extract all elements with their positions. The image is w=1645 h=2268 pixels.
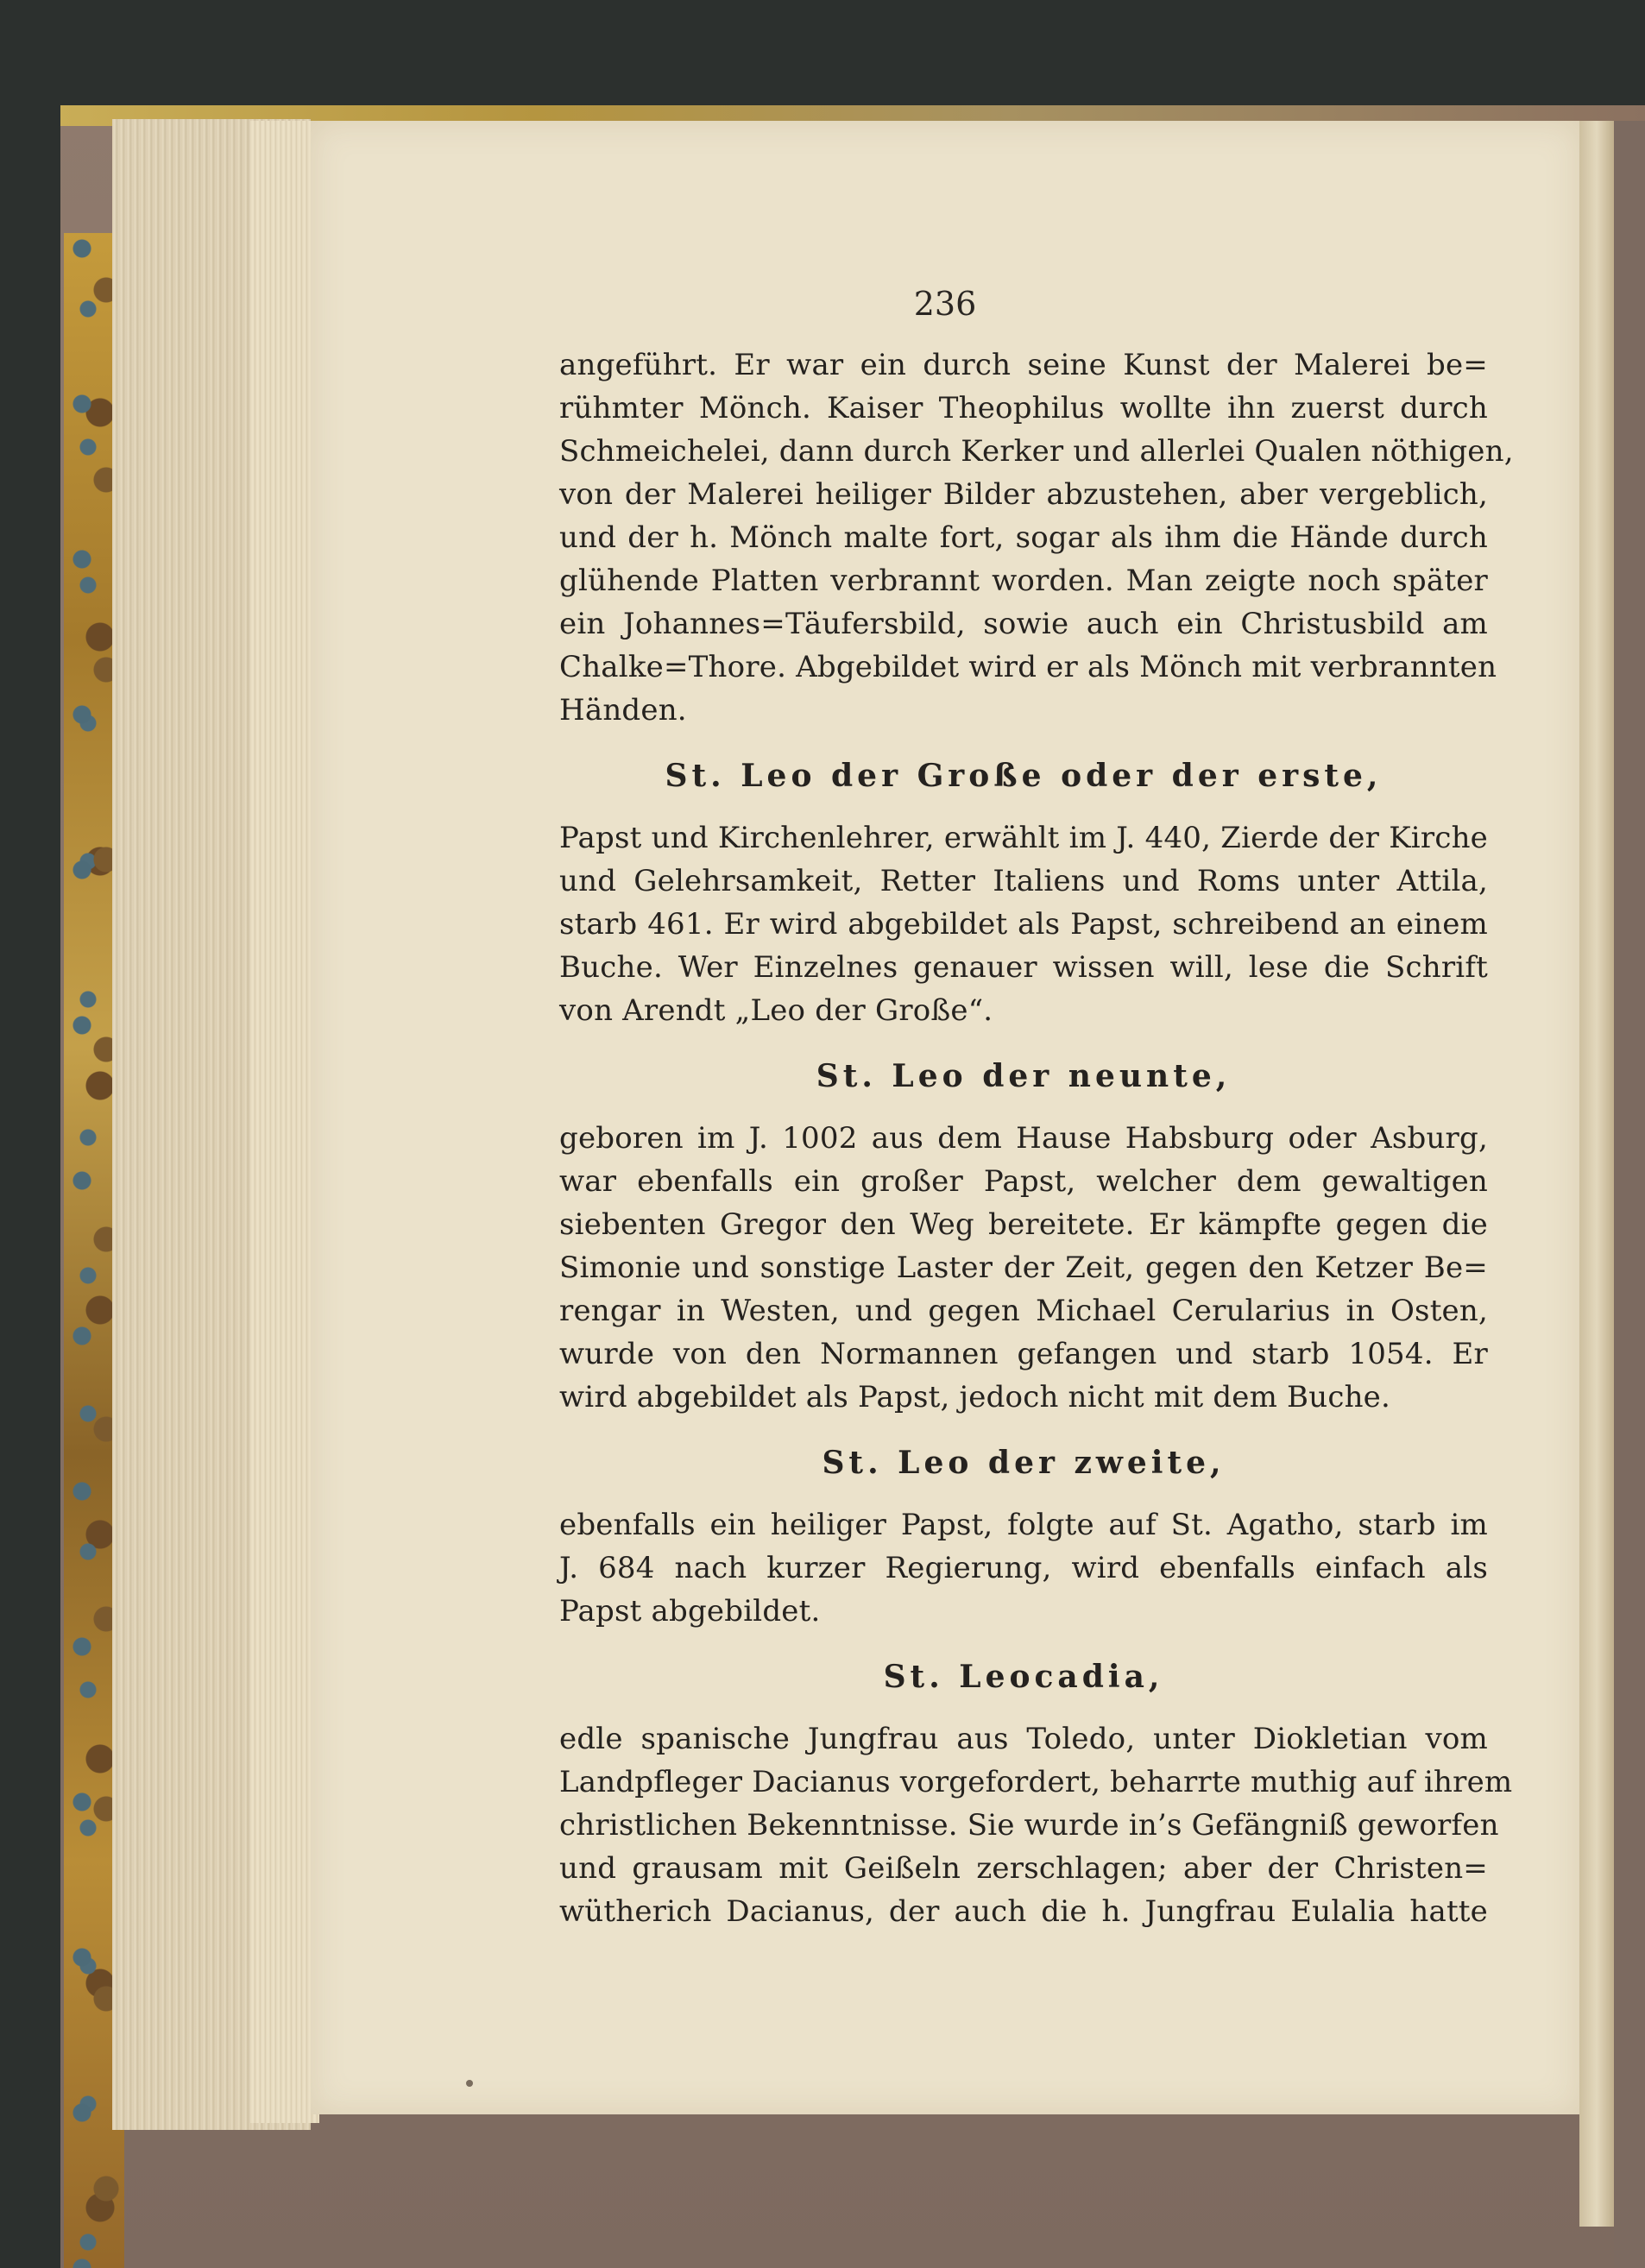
text-line: Chalke=Thore. Abgebildet wird er als Mönch mit verbrannten bbox=[559, 650, 1497, 684]
paragraph bbox=[559, 1503, 1488, 1633]
text-line: und Gelehrsamkeit, Retter Italiens und Roms unter Attila, bbox=[559, 864, 1488, 898]
paragraph bbox=[559, 343, 1514, 732]
text-line: wütherich Dacianus, der auch die h. Jungfrau Eulalia hatte bbox=[559, 1894, 1488, 1929]
text-line: und der h. Mönch malte fort, sogar als ihm die Hände durch bbox=[559, 520, 1488, 555]
text-line: angeführt. Er war ein durch seine Kunst der Malerei be= bbox=[559, 348, 1488, 382]
text-line: J. 684 nach kurzer Regierung, wird ebenfalls einfach als bbox=[559, 1551, 1488, 1585]
text-line: Papst abgebildet. bbox=[559, 1594, 821, 1629]
text-line: rengar in Westen, und gegen Michael Cerularius in Osten, bbox=[559, 1294, 1488, 1328]
text-line: wird abgebildet als Papst, jedoch nicht mit dem Buche. bbox=[559, 1380, 1390, 1414]
text-line: Landpfleger Dacianus vorgefordert, beharrte muthig auf ihrem bbox=[559, 1765, 1513, 1799]
facing-page-edge bbox=[1579, 121, 1614, 2227]
book-page bbox=[311, 121, 1579, 2114]
page-text bbox=[559, 343, 1514, 1933]
text-line: von Arendt „Leo der Große“. bbox=[559, 993, 993, 1028]
text-line: ebenfalls ein heiliger Papst, folgte auf St. Agatho, starb im bbox=[559, 1508, 1488, 1542]
ink-spot bbox=[466, 2080, 473, 2087]
text-line: ein Johannes=Täufersbild, sowie auch ein Christusbild am bbox=[559, 607, 1488, 641]
book-cover-right bbox=[1614, 121, 1645, 2268]
page-stack-inner-edge bbox=[250, 121, 319, 2123]
text-line: siebenten Gregor den Weg bereitete. Er kämpfte gegen die bbox=[559, 1207, 1488, 1242]
text-line: Simonie und sonstige Laster der Zeit, gegen den Ketzer Be= bbox=[559, 1251, 1488, 1285]
paragraph bbox=[559, 816, 1488, 1032]
text-line: Papst und Kirchenlehrer, erwählt im J. 440, Zierde der Kirche bbox=[559, 821, 1488, 855]
entry-heading: St. Leocadia, bbox=[883, 1659, 1164, 1695]
paragraph bbox=[559, 1717, 1513, 1933]
entry-heading: St. Leo der neunte, bbox=[816, 1058, 1232, 1094]
entry-heading: St. Leo der zweite, bbox=[822, 1445, 1226, 1481]
entry-heading: St. Leo der Große oder der erste, bbox=[665, 758, 1383, 794]
text-line: Schmeichelei, dann durch Kerker und allerlei Qualen nöthigen, bbox=[559, 434, 1514, 469]
page-number: 236 bbox=[913, 285, 977, 323]
text-line: von der Malerei heiliger Bilder abzustehen, aber vergeblich, bbox=[559, 477, 1488, 512]
text-line: wurde von den Normannen gefangen und starb 1054. Er bbox=[559, 1337, 1488, 1371]
text-line: edle spanische Jungfrau aus Toledo, unter Diokletian vom bbox=[559, 1722, 1488, 1756]
paragraph bbox=[559, 1117, 1488, 1419]
text-line: geboren im J. 1002 aus dem Hause Habsburg oder Asburg, bbox=[559, 1121, 1488, 1156]
text-line: rühmter Mönch. Kaiser Theophilus wollte ihn zuerst durch bbox=[559, 391, 1488, 425]
text-line: war ebenfalls ein großer Papst, welcher dem gewaltigen bbox=[559, 1164, 1488, 1199]
text-line: Händen. bbox=[559, 693, 687, 728]
text-line: starb 461. Er wird abgebildet als Papst, schreibend an einem bbox=[559, 907, 1488, 942]
text-line: glühende Platten verbrannt worden. Man zeigte noch später bbox=[559, 564, 1488, 598]
text-line: christlichen Bekenntnisse. Sie wurde in’s Gefängniß geworfen bbox=[559, 1808, 1499, 1843]
text-line: und grausam mit Geißeln zerschlagen; aber der Christen= bbox=[559, 1851, 1488, 1886]
text-line: Buche. Wer Einzelnes genauer wissen will, lese die Schrift bbox=[559, 950, 1488, 985]
